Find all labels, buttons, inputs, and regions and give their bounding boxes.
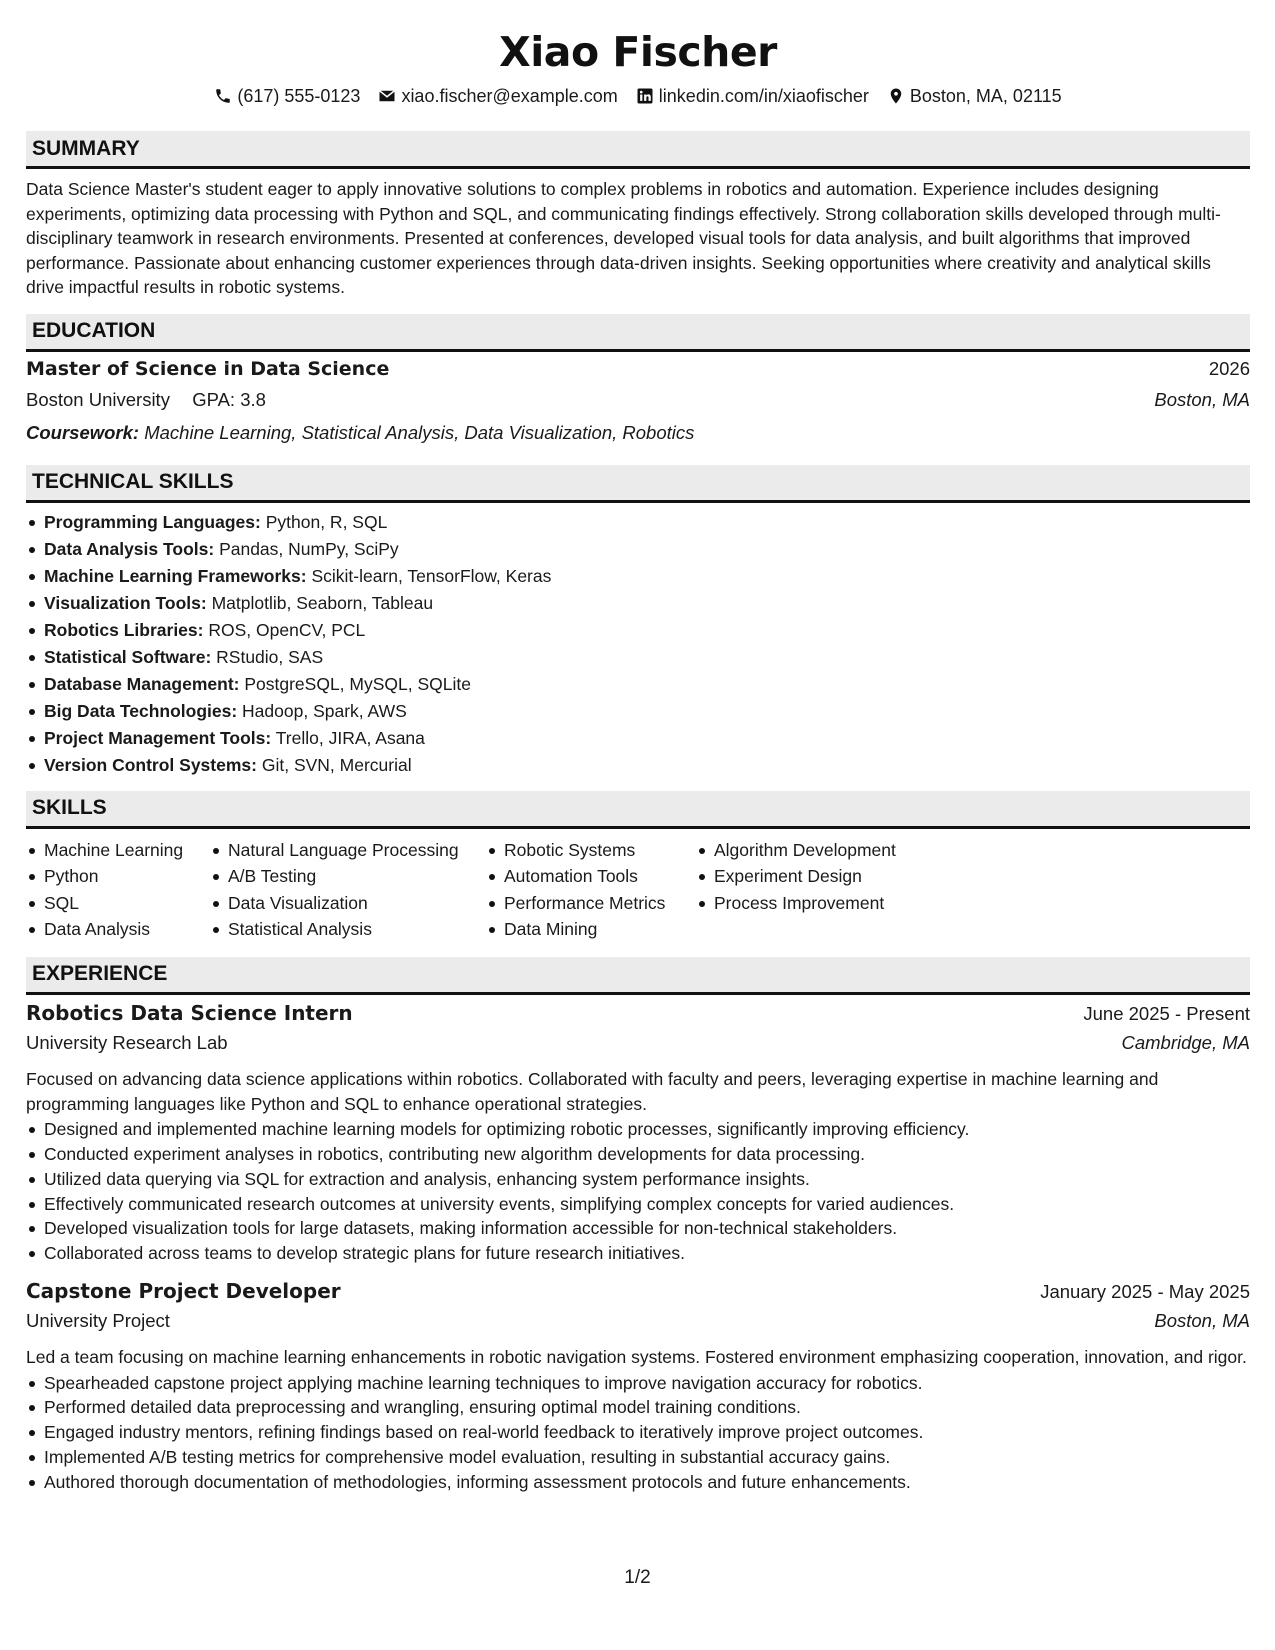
map-pin-icon xyxy=(887,87,905,105)
skill-item: Data Analysis xyxy=(26,916,210,943)
job-bullet: Spearheaded capstone project applying machine learning techniques to improve navigation accuracy for robotics. xyxy=(26,1371,1250,1396)
job-bullet: Utilized data querying via SQL for extraction and analysis, enhancing system performance insights. xyxy=(26,1167,1250,1192)
job-org: University Project xyxy=(26,1309,170,1331)
job-bullets xyxy=(26,1117,1250,1266)
technical-skill-label: Programming Languages: xyxy=(44,511,261,532)
job-bullet: Engaged industry mentors, refining findings based on real-world feedback to iteratively improve project outcomes. xyxy=(26,1420,1250,1445)
job-bullet: Conducted experiment analyses in robotics, contributing new algorithm developments for data processing. xyxy=(26,1142,1250,1167)
page-number: 1/2 xyxy=(624,1567,651,1588)
skill-item: Natural Language Processing xyxy=(210,837,486,864)
job-bullet: Developed visualization tools for large datasets, making information accessible for non-technical stakeholders. xyxy=(26,1216,1250,1241)
candidate-name: Xiao Fischer xyxy=(499,28,777,76)
location-text: Boston, MA, 02115 xyxy=(909,85,1062,106)
job-bullet: Collaborated across teams to develop strategic plans for future research initiatives. xyxy=(26,1241,1250,1266)
school-line xyxy=(26,389,266,411)
education-heading: EDUCATION xyxy=(26,314,1250,352)
skills-column xyxy=(210,837,486,943)
technical-skill-item xyxy=(26,644,1250,671)
job-dates: January 2025 - May 2025 xyxy=(1040,1280,1250,1302)
email-text[interactable]: xiao.fischer@example.com xyxy=(401,85,618,106)
technical-skill-label: Visualization Tools: xyxy=(44,592,207,613)
linkedin-text[interactable]: linkedin.com/in/xiaofischer xyxy=(658,85,869,106)
job-bullet: Performed detailed data preprocessing and wrangling, ensuring optimal model training conditions. xyxy=(26,1395,1250,1420)
technical-skill-value: PostgreSQL, MySQL, SQLite xyxy=(244,673,471,694)
technical-skills-list xyxy=(26,509,1250,779)
technical-skill-value: Pandas, NumPy, SciPy xyxy=(219,538,399,559)
contact-location xyxy=(887,86,1062,107)
technical-skill-label: Database Management: xyxy=(44,673,240,694)
skill-item: Statistical Analysis xyxy=(210,916,486,943)
technical-skill-value: Git, SVN, Mercurial xyxy=(261,754,412,775)
technical-skill-label: Version Control Systems: xyxy=(44,754,257,775)
job-dates: June 2025 - Present xyxy=(1083,1002,1250,1024)
coursework-list: Machine Learning, Statistical Analysis, Data Visualization, Robotics xyxy=(144,421,695,443)
technical-skill-item xyxy=(26,590,1250,617)
technical-skill-value: Python, R, SQL xyxy=(265,511,388,532)
technical-skill-label: Data Analysis Tools: xyxy=(44,538,215,559)
contact-linkedin[interactable] xyxy=(636,86,869,107)
job-bullets xyxy=(26,1371,1250,1495)
job-title: Capstone Project Developer xyxy=(26,1278,341,1303)
technical-skill-item xyxy=(26,563,1250,590)
skill-item: Robotic Systems xyxy=(486,837,696,864)
skills-heading: SKILLS xyxy=(26,791,1250,829)
technical-skill-item xyxy=(26,725,1250,752)
technical-skill-label: Statistical Software: xyxy=(44,646,212,667)
technical-skill-value: RStudio, SAS xyxy=(216,646,324,667)
technical-skill-label: Machine Learning Frameworks: xyxy=(44,565,307,586)
technical-skill-item xyxy=(26,536,1250,563)
coursework-line xyxy=(26,418,1250,448)
technical-skill-label: Big Data Technologies: xyxy=(44,700,238,721)
phone-icon xyxy=(214,87,232,105)
job-bullet: Designed and implemented machine learning models for optimizing robotic processes, significantly improving efficiency. xyxy=(26,1117,1250,1142)
technical-skills-heading: TECHNICAL SKILLS xyxy=(26,465,1250,503)
skill-item: A/B Testing xyxy=(210,863,486,890)
job-bullet: Effectively communicated research outcomes at university events, simplifying complex concepts for varied audiences. xyxy=(26,1192,1250,1217)
job-description: Led a team focusing on machine learning enhancements in robotic navigation systems. Fostered environment emphasizing cooperation, innovation, and rigor. xyxy=(26,1346,1247,1367)
skill-item: Machine Learning xyxy=(26,837,210,864)
gpa: GPA: 3.8 xyxy=(192,388,266,410)
degree-title: Master of Science in Data Science xyxy=(26,357,390,380)
contact-phone xyxy=(214,86,360,107)
technical-skill-item xyxy=(26,509,1250,536)
skill-item: Algorithm Development xyxy=(696,837,926,864)
phone-text: (617) 555-0123 xyxy=(237,85,361,106)
job-entry xyxy=(26,1001,1250,1266)
job-description: Focused on advancing data science applications within robotics. Collaborated with faculty and peers, leveraging expertise in machine learning and programming languages like Python and SQL to enhance operational strategies. xyxy=(26,1068,1159,1114)
school-location: Boston, MA xyxy=(1154,388,1250,410)
technical-skill-value: ROS, OpenCV, PCL xyxy=(208,619,366,640)
skill-item: Data Visualization xyxy=(210,890,486,917)
experience-heading: EXPERIENCE xyxy=(26,957,1250,995)
job-location: Cambridge, MA xyxy=(1121,1031,1250,1053)
contact-email[interactable] xyxy=(378,86,617,107)
skill-item: Python xyxy=(26,863,210,890)
education-entry xyxy=(26,358,1250,448)
school-name: Boston University xyxy=(26,388,170,410)
linkedin-icon xyxy=(636,87,654,105)
skills-column xyxy=(26,837,210,943)
skill-item: Performance Metrics xyxy=(486,890,696,917)
technical-skill-item xyxy=(26,617,1250,644)
job-title: Robotics Data Science Intern xyxy=(26,1000,353,1025)
technical-skill-label: Robotics Libraries: xyxy=(44,619,204,640)
resume-page xyxy=(26,0,1250,1495)
technical-skill-item xyxy=(26,752,1250,779)
job-location: Boston, MA xyxy=(1154,1309,1250,1331)
job-bullet: Implemented A/B testing metrics for comprehensive model evaluation, resulting in substantial accuracy gains. xyxy=(26,1445,1250,1470)
skill-item: Experiment Design xyxy=(696,863,926,890)
technical-skill-value: Matplotlib, Seaborn, Tableau xyxy=(211,592,434,613)
skill-item: Automation Tools xyxy=(486,863,696,890)
summary-text: Data Science Master's student eager to apply innovative solutions to complex problems in robotics and automation. Experience includes designing experiments, optimizing data processing with Python and SQL, and communicating findings effectively. Strong collaboration skills developed through multi-disciplinary teamwork in research environments. Presented at conferences, developed visual tools for data analysis, and built algorithms that improved performance. Passionate about enhancing customer experiences through data-driven insights. Seeking opportunities where creativity and analytical skills drive impactful results in robotic systems. xyxy=(26,179,1221,298)
skills-column xyxy=(486,837,696,943)
technical-skill-value: Trello, JIRA, Asana xyxy=(275,727,425,748)
technical-skill-value: Hadoop, Spark, AWS xyxy=(242,700,407,721)
job-bullet: Authored thorough documentation of methodologies, informing assessment protocols and future enhancements. xyxy=(26,1470,1250,1495)
technical-skill-item xyxy=(26,698,1250,725)
skill-item: SQL xyxy=(26,890,210,917)
skill-item: Data Mining xyxy=(486,916,696,943)
graduation-year: 2026 xyxy=(1208,357,1250,379)
skills-grid xyxy=(26,837,1250,943)
technical-skill-label: Project Management Tools: xyxy=(44,727,272,748)
envelope-icon xyxy=(378,87,396,105)
skills-column xyxy=(696,837,926,943)
coursework-label: Coursework: xyxy=(26,421,140,443)
technical-skill-item xyxy=(26,671,1250,698)
job-org: University Research Lab xyxy=(26,1031,228,1053)
technical-skill-value: Scikit-learn, TensorFlow, Keras xyxy=(311,565,552,586)
contact-bar xyxy=(26,84,1250,108)
skill-item: Process Improvement xyxy=(696,890,926,917)
job-entry xyxy=(26,1279,1250,1495)
summary-heading: SUMMARY xyxy=(26,131,1250,169)
